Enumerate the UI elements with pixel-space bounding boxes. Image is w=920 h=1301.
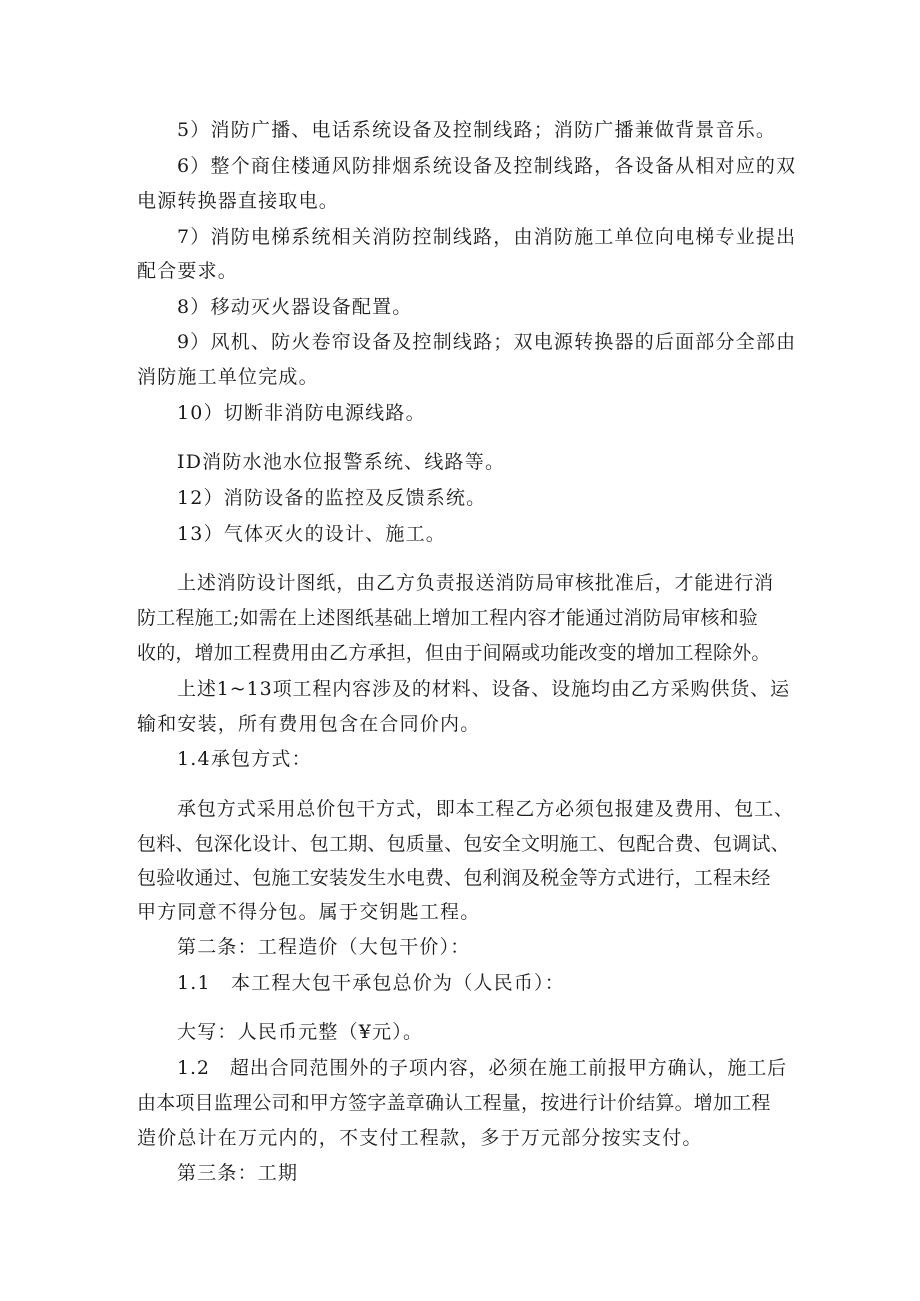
section-heading: 第三条：工期 xyxy=(177,1162,299,1184)
text-line: 收的，增加工程费用由乙方承担，但由于间隔或功能改变的增加工程除外。 xyxy=(137,642,771,664)
text-line: 10）切断非消防电源线路。 xyxy=(177,402,426,424)
text-line: 8）移动灭火器设备配置。 xyxy=(177,296,413,318)
text-line: 6）整个商住楼通风防排烟系统设备及控制线路，各设备从相对应的双 xyxy=(177,155,797,177)
text-line: 9）风机、防火卷帘设备及控制线路；双电源转换器的后面部分全部由 xyxy=(177,331,797,353)
text-line: 上述1~13项工程内容涉及的材料、设备、设施均由乙方采购供货、运 xyxy=(177,678,790,700)
text-line: 由本项目监理公司和甲方签字盖章确认工程量，按进行计价结算。增加工程 xyxy=(137,1092,771,1114)
text-line: 甲方同意不得分包。属于交钥匙工程。 xyxy=(137,901,481,923)
text-line: 1.1 本工程大包干承包总价为（人民币）： xyxy=(177,972,565,994)
text-line: 输和安装，所有费用包含在合同价内。 xyxy=(137,713,481,735)
text-line: 大写：人民币元整（¥元）。 xyxy=(177,1021,424,1043)
text-line: 防工程施工;如需在上述图纸基础上增加工程内容才能通过消防局审核和验 xyxy=(137,607,759,629)
section-heading: 第二条：工程造价（大包干价）： xyxy=(177,936,471,958)
text-line: 1.2 超出合同范围外的子项内容，必须在施工前报甲方确认，施工后 xyxy=(177,1057,788,1079)
text-line: 5）消防广播、电话系统设备及控制线路；消防广播兼做背景音乐。 xyxy=(177,119,777,141)
text-line: 承包方式采用总价包干方式，即本工程乙方必须包报建及费用、包工、 xyxy=(177,798,794,820)
text-line: 配合要求。 xyxy=(137,260,239,282)
text-line: 上述消防设计图纸，由乙方负责报送消防局审核批准后，才能进行消 xyxy=(177,572,775,594)
text-line: ID消防水池水位报警系统、线路等。 xyxy=(177,451,506,473)
text-line: 1.4承包方式： xyxy=(177,748,312,770)
text-line: 造价总计在万元内的，不支付工程款，多于万元部分按实支付。 xyxy=(137,1127,703,1149)
text-line: 13）气体灭火的设计、施工。 xyxy=(177,523,446,545)
text-line: 消防施工单位完成。 xyxy=(137,366,319,388)
text-line: 电源转换器直接取电。 xyxy=(137,190,340,212)
text-line: 包验收通过、包施工安装发生水电费、包利润及税金等方式进行，工程未经 xyxy=(137,867,771,889)
text-line: 包料、包深化设计、包工期、包质量、包安全文明施工、包配合费、包调试、 xyxy=(137,833,790,855)
text-line: 7）消防电梯系统相关消防控制线路，由消防施工单位向电梯专业提出 xyxy=(177,226,797,248)
text-line: 12）消防设备的监控及反馈系统。 xyxy=(177,487,487,509)
